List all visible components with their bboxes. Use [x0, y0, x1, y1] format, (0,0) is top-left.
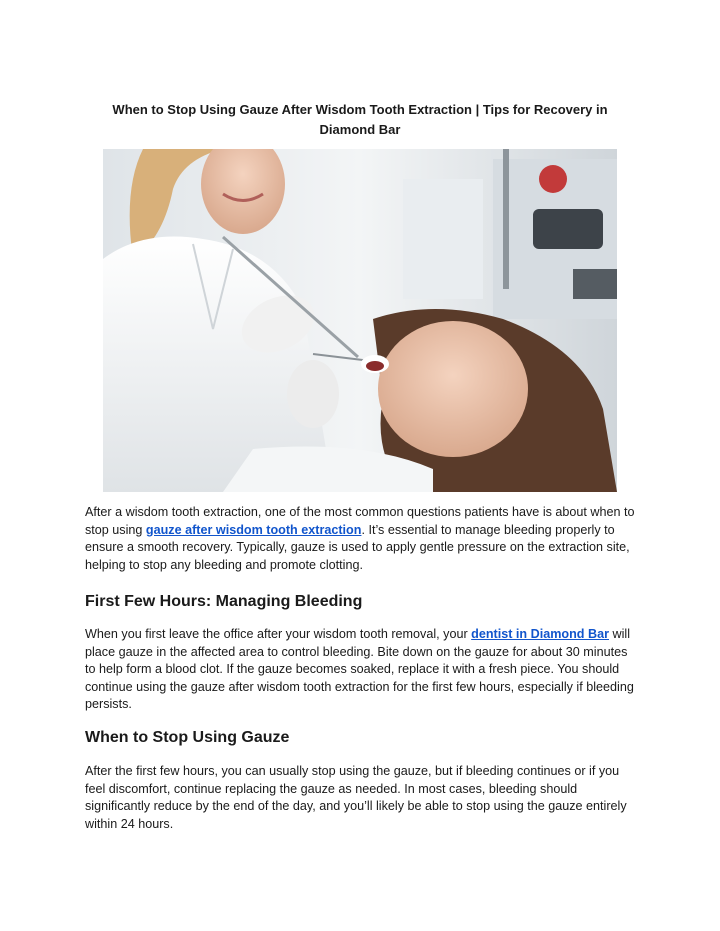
dentist-diamond-bar-link[interactable]: dentist in Diamond Bar — [471, 627, 609, 641]
section1-text-after: will place gauze in the affected area to control bleeding. Bite down on the gauze for about 30 minutes to help form a blood clot. If the gauze becomes soaked, replace it with a fresh piece. You should continue using the gauze after wisdom tooth extraction for the first few hours, especially if bleeding persists. — [85, 627, 634, 712]
section-heading-first-few-hours: First Few Hours: Managing Bleeding — [85, 593, 363, 610]
document-title: When to Stop Using Gauze After Wisdom Tooth Extraction | Tips for Recovery in Diamond Bar — [112, 102, 608, 137]
section1-text-before: When you first leave the office after your wisdom tooth removal, your — [85, 627, 472, 641]
intro-text-after: . It’s essential to manage bleeding properly to ensure a smooth recovery. Typically, gauze is used to apply gentle pressure on the extraction site, helping to stop any bleeding and promote clotting. — [85, 522, 630, 572]
first-few-hours-paragraph — [85, 626, 637, 714]
hero-image — [103, 149, 617, 492]
intro-paragraph — [85, 504, 637, 574]
dentist-examining-patient-photo-icon — [103, 149, 617, 492]
when-to-stop-paragraph: After the first few hours, you can usually stop using the gauze, but if bleeding continues or if you feel discomfort, continue replacing the gauze as needed. In most cases, bleeding should significantly reduce by the end of the day, and you’ll likely be able to stop using the gauze entirely within 24 hours. — [85, 764, 627, 831]
section-heading-when-to-stop: When to Stop Using Gauze — [85, 729, 290, 746]
intro-text-before: After a wisdom tooth extraction, one of the most common questions patients have is about when to stop using — [85, 505, 635, 537]
gauze-extraction-link[interactable]: gauze after wisdom tooth extraction — [145, 522, 362, 537]
